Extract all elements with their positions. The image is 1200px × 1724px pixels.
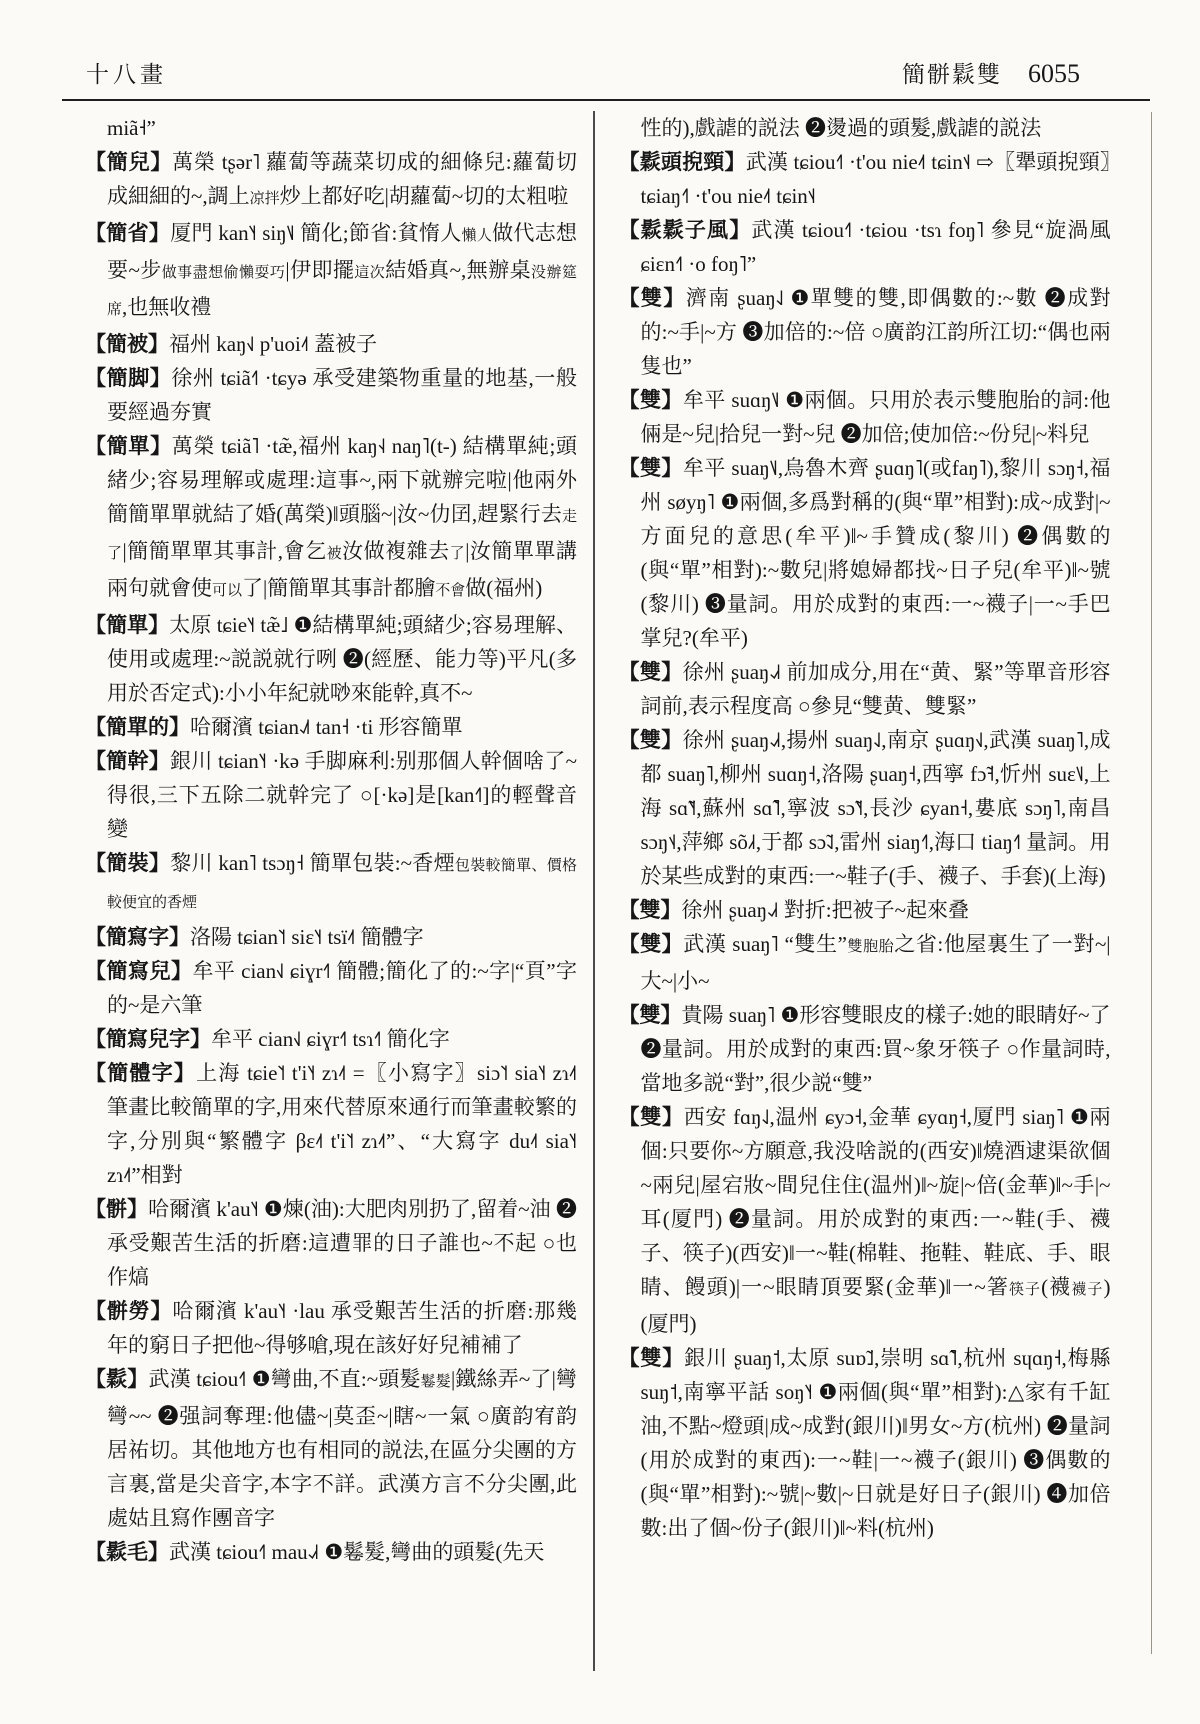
- page-number: 6055: [1028, 59, 1080, 88]
- inline-gloss: 可以: [212, 583, 243, 599]
- dictionary-entry: 【骿勞】哈爾濱 k'au˥˧ ·lau 承受艱苦生活的折磨:那幾年的窮日子把他~得够嗆,現在該好好兒補補了: [85, 1299, 577, 1357]
- dictionary-entry: 【簡體字】上海 tɕie˥˦ t'i˥˧ zɿ˨˦ =〖小寫字〗siɔ˥˦ sia˥˧ zɿ˨˦ 筆畫比較簡單的字,用來代替原來通行而筆畫較繁的字,分別與“繁體字 βɛ˨˦ t'i˥˦ zɿ˨˦”、“大寫字 du˨˦ sia˥˧ zɿ˨˦”相對: [85, 1061, 578, 1187]
- entry-headword: 【簡寫兒字】: [85, 1027, 211, 1051]
- entry-headword: 【簡被】: [85, 332, 169, 356]
- entry-headword: 【雙】: [618, 456, 683, 480]
- page-header: [62, 50, 1150, 95]
- inline-gloss: 鬈髮: [420, 1374, 451, 1390]
- dictionary-entry: 【簡省】厦門 kan˥˧ siŋ˥˩ 簡化;節省:貧惰人懶人做代志想要~步做事盡想偷懶耍巧|伊即擺這次結婚真~,無辦桌没辦筵席,也無收禮: [85, 221, 578, 319]
- inline-gloss: 不會: [435, 583, 466, 599]
- dictionary-entry: 【雙】徐州 ʂuaŋ˨˩˧ 對折:把被子~起來叠: [618, 898, 969, 922]
- inline-gloss: 了: [449, 546, 466, 562]
- entry-headword: 【雙】: [618, 932, 684, 956]
- entry-headword: 【雙】: [618, 286, 686, 310]
- inline-gloss: 被: [326, 546, 343, 562]
- entry-headword: 【簡單的】: [85, 715, 190, 739]
- entry-headword: 【鬏鬏子風】: [618, 218, 752, 242]
- header-rule: [62, 99, 1150, 101]
- dictionary-entry: 【雙】徐州 ʂuaŋ˨˩˧ 前加成分,用在“黄、緊”等單音形容詞前,表示程度高 ○參見“雙黄、雙緊”: [618, 660, 1111, 718]
- entry-headword: 【簡單】: [85, 434, 172, 458]
- entry-headword: 【簡幹】: [85, 749, 170, 773]
- left-column: [85, 111, 577, 1671]
- dictionary-entry: miã˧”: [107, 116, 156, 140]
- dictionary-entry: 【簡寫兒字】牟平 cian˧˩ ɕiɣr˧˥ tsɿ˧˥ 簡化字: [85, 1027, 450, 1051]
- dictionary-entry: 【簡兒】萬榮 tʂər˥ 蘿蔔等蔬菜切成的細條兒:蘿蔔切成細細的~,調上凉拌炒上都好吃|胡蘿蔔~切的太粗啦: [85, 150, 578, 208]
- entry-headword: 【雙】: [618, 1346, 685, 1370]
- dictionary-entry: 【雙】銀川 ʂuaŋ˦,太原 suɒ̃˩,崇明 sɑ̃˥,杭州 sɥɑŋ˧,梅縣 suŋ˦,南寧平話 soŋ˥˧ ❶兩個(與“單”相對):△家有千缸油,不點~燈頭|成~成對(銀川)‖男女~方(杭州) ❷量詞(用於成對的東西):一~鞋|一~襪子(銀川) ❸偶數的(與“單”相對):~號|~數|~日就是好日子(銀川) ❹加倍數:出了個~份子(銀川)‖~料(杭州): [618, 1346, 1111, 1540]
- dictionary-entry: 【簡脚】徐州 tɕiã˧˥ ·tɕyə 承受建築物重量的地基,一般要經過夯實: [85, 366, 577, 424]
- entry-headword: 【骿勞】: [85, 1299, 173, 1323]
- inline-gloss: 走了: [107, 509, 577, 562]
- column-divider: [593, 111, 595, 1671]
- entry-headword: 【簡體字】: [85, 1061, 197, 1085]
- inline-gloss: 雙胞胎: [846, 939, 895, 955]
- entry-headword: 【簡單】: [85, 613, 170, 637]
- stroke-section-label: 十八畫: [86, 62, 167, 87]
- entry-headword: 【雙】: [618, 1105, 684, 1129]
- entry-headword: 【雙】: [618, 660, 683, 684]
- entry-headword: 【雙】: [618, 1003, 682, 1027]
- dictionary-entry: 【簡寫字】洛陽 tɕian˥˦ siɛ˥˧ tsï˨˦ 簡體字: [85, 925, 424, 949]
- dictionary-entry: 【鬏毛】武漢 tɕiou˧˥ mau˨˩˧ ❶鬈髮,彎曲的頭髮(先天: [85, 1540, 545, 1564]
- page-edge-line: [1151, 112, 1153, 1654]
- entry-headword: 【雙】: [618, 388, 683, 412]
- entry-headword: 【鬏頭掜頸】: [618, 150, 746, 174]
- entry-headword: 【簡兒】: [85, 150, 173, 174]
- dictionary-entry: 【簡寫兒】牟平 cian˧˩ ɕiɣr˧˥ 簡體;簡化了的:~字|“頁”字的~是六筆: [85, 959, 578, 1017]
- inline-gloss: 凉拌: [249, 191, 280, 207]
- entry-headword: 【雙】: [618, 898, 682, 922]
- dictionary-entry: 【骿】哈爾濱 k'au˥˧ ❶煉(油):大肥肉別扔了,留着~油 ❷承受艱苦生活的折磨:這遭罪的日子誰也~不起 ○也作熇: [85, 1197, 578, 1289]
- inline-gloss: 襪子: [1071, 1282, 1104, 1298]
- dictionary-entry: 【雙】牟平 suɑŋ˥˩ ❶兩個。只用於表示雙胞胎的詞:他倆是~兒|拾兒一對~兒 ❷加倍;使加倍:~份兒|~料兒: [618, 388, 1111, 446]
- entry-headword: 【鬏】: [85, 1367, 149, 1391]
- inline-gloss: 這次: [354, 265, 386, 281]
- dictionary-entry: 【簡單的】哈爾濱 tɕian˨˩˦ tan˧ ·ti 形容簡單: [85, 715, 463, 739]
- dictionary-entry: 【簡幹】銀川 tɕian˥˧ ·kə 手脚麻利:别那個人幹個啥了~得很,三下五除二就幹完了 ○[·kə]是[kan˧˥]的輕聲音變: [85, 749, 578, 841]
- dictionary-entry: 【雙】牟平 suaŋ˥˩,烏魯木齊 ʂuɑŋ˥(或faŋ˥),黎川 sɔŋ˧,福州 søyŋ˥ ❶兩個,多爲對稱的(與“單”相對):成~成對|~方面兒的意思(牟平)‖~手贊成(黎川) ❷偶數的(與“單”相對):~數兒|將媳婦都找~日子兒(牟平)‖~號(黎川) ❸量詞。用於成對的東西:一~襪子|一~手巴掌兒?(牟平): [618, 456, 1111, 650]
- guide-words: 簡骿鬏雙: [902, 62, 1002, 87]
- dictionary-entry: 【雙】西安 fɑŋ˨˩,温州 ɕyɔ˧,金華 ɕyɑŋ˧,厦門 siaŋ˥ ❶兩個:只要你~方願意,我没啥説的(西安)‖燒酒逮渠欲個~兩兒|屋宕妝~間兒住住(温州)‖~旋|~倍(金華)‖~手|~耳(厦門) ❷量詞。用於成對的東西:一~鞋(手、襪子、筷子)(西安)‖一~鞋(棉鞋、拖鞋、鞋底、手、眼睛、饅頭)|一~眼睛頂要緊(金華)‖一~箸筷子(襪襪子)(厦門): [618, 1105, 1111, 1336]
- dictionary-entry: 【簡單】萬榮 tɕiã˥ ·tæ̃,福州 kaŋ˧˨ naŋ˥(t-) 結構單純;頭緒少;容易理解或處理:這事~,兩下就辦完啦|他兩外簡簡單單就結了婚(萬榮)‖頭腦~|汝~仂囝,趕緊行去走了|簡簡單單其事計,會乞被汝做複雜去了|汝簡單單講兩句就會使可以了|簡簡單其事計都膾不會做(福州): [85, 434, 578, 600]
- dictionary-entry: 【雙】徐州 ʂuaŋ˨˩˧,揚州 suaŋ˨˩,南京 ʂuɑŋ˧˩,武漢 suaŋ˥,成都 suaŋ˥,柳州 suɑŋ˧,洛陽 ʂuaŋ˧,西寧 fɔ̃˧,忻州 suɛ˥˩,上海 sɑ̃˥˧,蘇州 sɑ̃˥,寧波 sɔ̃˥˧,長沙 ɕyan˧,婁底 sɔŋ˥,南昌 sɔŋ˦˨,萍鄉 sõ˩˧,于都 sɔ̃˨˩,雷州 siaŋ˧˥,海口 tiaŋ˧˥ 量詞。用於某些成對的東西:一~鞋子(手、襪子、手套)(上海): [618, 728, 1111, 888]
- inline-gloss: 包裝較簡單、價格較便宜的香煙: [107, 858, 577, 911]
- dictionary-entry: 【雙】貴陽 suaŋ˥ ❶形容雙眼皮的樣子:她的眼睛好~了 ❷量詞。用於成對的東西:買~象牙筷子 ○作量詞時,當地多説“對”,很少説“雙”: [618, 1003, 1111, 1095]
- inline-gloss: 没辦筵席: [107, 265, 577, 318]
- dictionary-entry: 【雙】武漢 suaŋ˥ “雙生”雙胞胎之省:他屋裏生了一對~|大~|小~: [618, 932, 1111, 993]
- entry-headword: 【簡脚】: [85, 366, 172, 390]
- dictionary-entry: 性的),戲謔的説法 ❷燙過的頭髮,戲謔的説法: [640, 116, 1042, 140]
- inline-gloss: 做事盡想偷懶耍巧: [161, 265, 286, 281]
- dictionary-entry: 【鬏頭掜頸】武漢 tɕiou˧˥ ·t'ou nie˨˦ tɕin˦˨ ⇨〖犟頭掜頸〗tɕiaŋ˧˥ ·t'ou nie˨˦ tɕin˦˨: [618, 150, 1111, 208]
- right-column: [619, 111, 1111, 1671]
- dictionary-entry: 【簡單】太原 tɕie˥˧ tæ̃˩ ❶結構單純;頭緒少;容易理解、使用或處理:~説説就行咧 ❷(經歷、能力等)平凡(多用於否定式):小小年紀就唦來能幹,真不~: [85, 613, 577, 705]
- dictionary-columns: [62, 111, 1150, 1671]
- dictionary-entry: 【雙】濟南 ʂuaŋ˨˩ ❶單雙的雙,即偶數的:~數 ❷成對的:~手|~方 ❸加倍的:~倍 ○廣韵江韵所江切:“偶也兩隻也”: [618, 286, 1111, 378]
- inline-gloss: 懶人: [461, 228, 493, 244]
- entry-headword: 【簡省】: [85, 221, 171, 245]
- entry-headword: 【雙】: [618, 728, 683, 752]
- inline-gloss: 筷子: [1008, 1282, 1042, 1298]
- entry-headword: 【簡寫字】: [85, 925, 190, 949]
- dictionary-entry: 【簡被】福州 kaŋ˧˩ p'uoi˨˦ 蓋被子: [85, 332, 378, 356]
- entry-headword: 【鬏毛】: [85, 1540, 169, 1564]
- entry-headword: 【簡寫兒】: [85, 959, 193, 983]
- dictionary-entry: 【鬏】武漢 tɕiou˧˥ ❶彎曲,不直:~頭髮鬈髮|鐵絲弄~了|彎彎~~ ❷强詞奪理:他儘~|莫歪~|瞎~一氣 ○廣韵宥韵居祐切。其他地方也有相同的説法,在區分尖團的方言裏,當是尖音字,本字不詳。武漢方言不分尖團,此處姑且寫作團音字: [85, 1367, 577, 1530]
- dictionary-entry: 【鬏鬏子風】武漢 tɕiou˧˥ ·tɕiou ·tsɿ foŋ˥ 參見“旋渦風 ɕiɛn˧˥ ·o foŋ˥”: [618, 218, 1111, 276]
- entry-headword: 【骿】: [85, 1197, 149, 1221]
- dictionary-entry: 【簡裝】黎川 kan˥ tsɔŋ˧ 簡單包裝:~香煙包裝較簡單、價格較便宜的香煙: [85, 851, 577, 911]
- entry-headword: 【簡裝】: [85, 851, 171, 875]
